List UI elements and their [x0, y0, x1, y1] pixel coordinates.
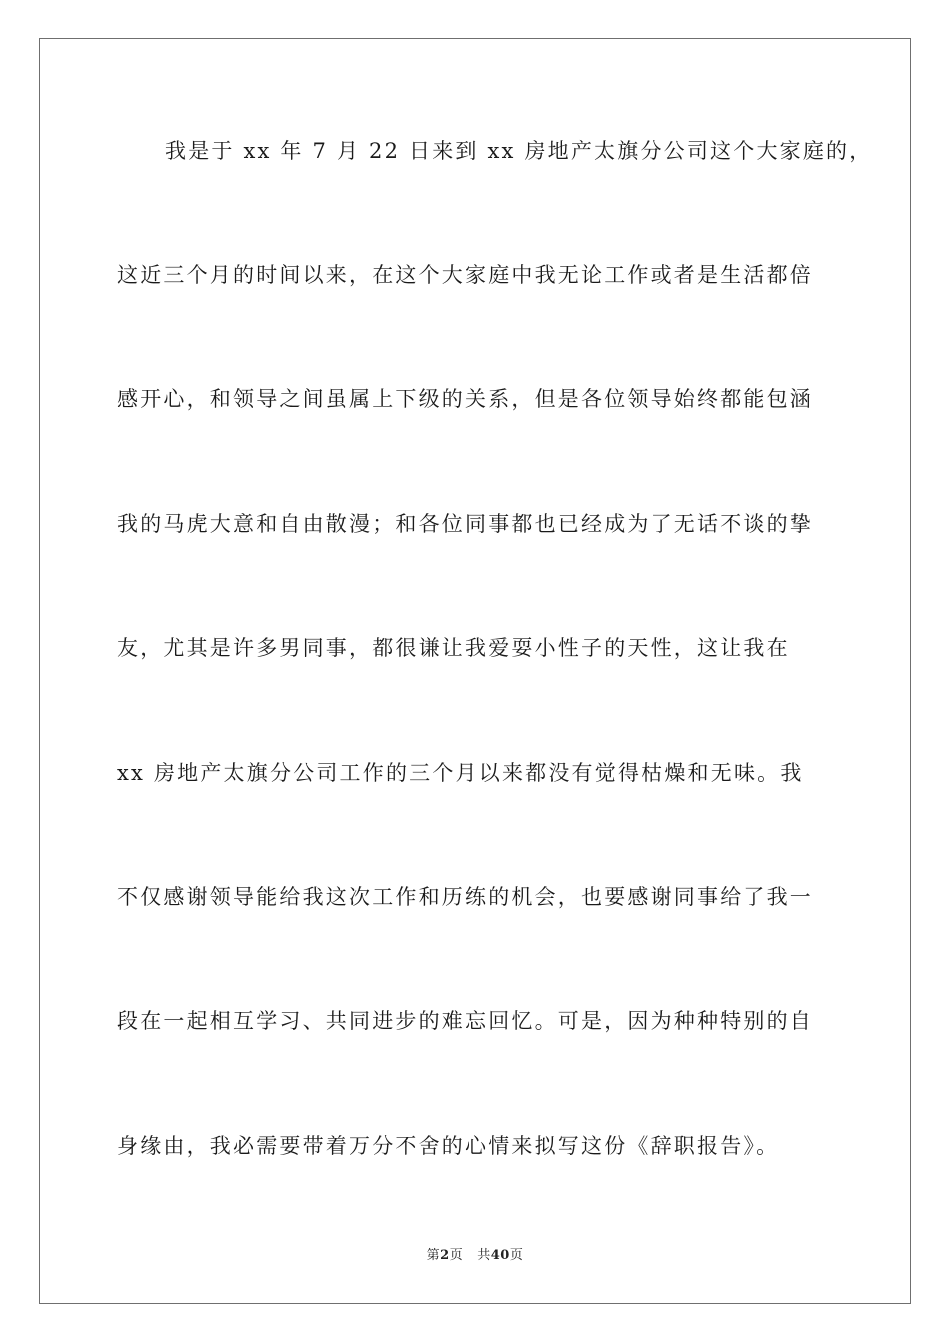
text-line-4: 我的马虎大意和自由散漫；和各位同事都也已经成为了无话不谈的挚	[117, 512, 813, 536]
text-line-9: 身缘由，我必需要带着万分不舍的心情来拟写这份《辞职报告》。	[117, 1134, 780, 1158]
page-prefix: 第	[426, 1248, 441, 1263]
text-line-7: 不仅感谢领导能给我这次工作和历练的机会，也要感谢同事给了我一	[117, 885, 813, 909]
text-line-2: 这近三个月的时间以来，在这个大家庭中我无论工作或者是生活都倍	[117, 263, 813, 287]
total-pages: 40	[490, 1248, 510, 1263]
page-number: 2	[440, 1248, 450, 1263]
text-line-3: 感开心，和领导之间虽属上下级的关系，但是各位领导始终都能包涵	[117, 387, 813, 411]
text-line-5: 友，尤其是许多男同事，都很谦让我爱耍小性子的天性，这让我在	[117, 636, 790, 660]
page-suffix: 页	[449, 1248, 464, 1263]
text-line-8: 段在一起相互学习、共同进步的难忘回忆。可是，因为种种特别的自	[117, 1009, 813, 1033]
page-border	[39, 38, 911, 1304]
page-footer	[0, 1246, 950, 1266]
total-suffix: 页	[509, 1248, 524, 1263]
text-line-6: xx 房地产太旗分公司工作的三个月以来都没有觉得枯燥和无味。我	[117, 761, 804, 785]
total-prefix: 共	[477, 1248, 491, 1263]
text-line-1: 我是于 xx 年 7 月 22 日来到 xx 房地产太旗分公司这个大家庭的，	[165, 139, 873, 163]
